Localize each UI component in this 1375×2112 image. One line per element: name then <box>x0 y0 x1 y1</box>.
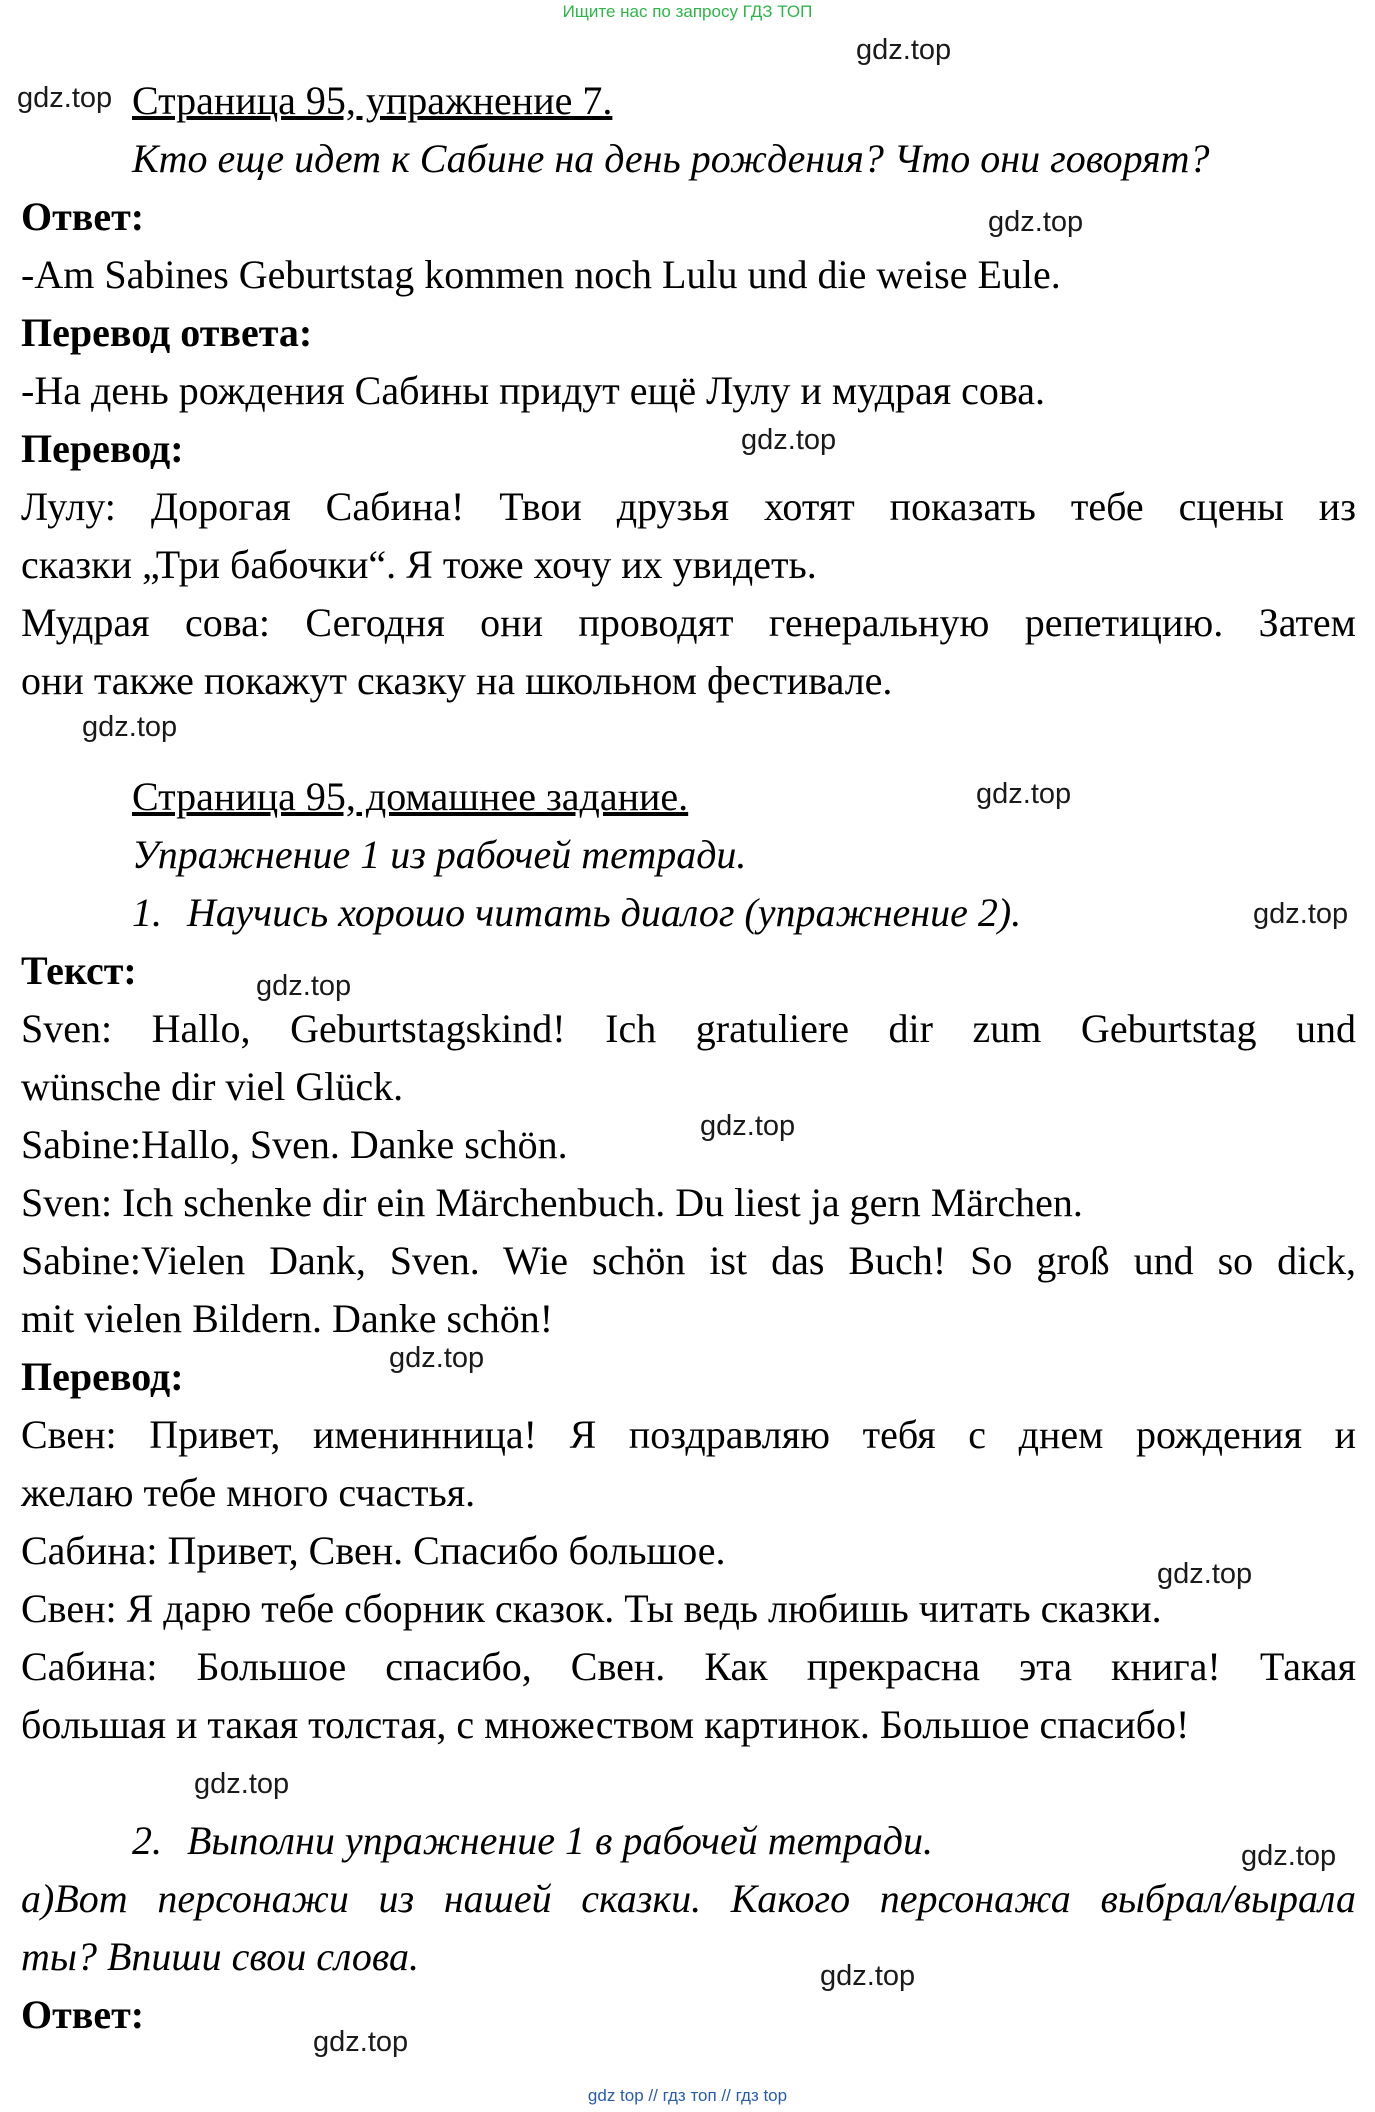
watermark: gdz.top <box>1157 1558 1253 1590</box>
task2-number: 2. <box>132 1818 162 1863</box>
section2-translation-line: Сабина: Большое спасибо, Свен. Как прекрасна эта книга! Такая <box>21 1644 1356 1689</box>
section2-text-line: Sven: Ich schenke dir ein Märchenbuch. Du liest ja gern Märchen. <box>21 1180 1083 1225</box>
watermark: gdz.top <box>82 711 178 743</box>
section2-text-line: Sabine:Hallo, Sven. Danke schön. <box>21 1122 568 1167</box>
bottom-banner[interactable]: gdz top // гдз топ // гдз top <box>587 2086 788 2105</box>
section2-translation-label: Перевод: <box>21 1354 184 1399</box>
section1-answer-translation-label: Перевод ответа: <box>21 310 313 355</box>
watermark: gdz.top <box>313 2026 409 2058</box>
section2-text-line: mit vielen Bildern. Danke schön! <box>21 1296 554 1341</box>
watermark: gdz.top <box>1241 1840 1337 1872</box>
section2-translation-line: Свен: Я дарю тебе сборник сказок. Ты ведь любишь читать сказки. <box>21 1586 1162 1631</box>
section2-translation-line: большая и такая толстая, с множеством картинок. Большое спасибо! <box>21 1702 1190 1747</box>
section1-answer-translation: -На день рождения Сабины придут ещё Лулу и мудрая сова. <box>21 368 1046 413</box>
task2-text: Выполни упражнение 1 в рабочей тетради. <box>187 1818 933 1863</box>
watermark: gdz.top <box>820 1960 916 1992</box>
section2-translation-line: желаю тебе много счастья. <box>21 1470 476 1515</box>
section1-translation-label: Перевод: <box>21 426 184 471</box>
section1-translation-line: Лулу: Дорогая Сабина! Твои друзья хотят показать тебе сцены из <box>21 484 1356 529</box>
section2-task2 <box>132 1812 1375 1870</box>
section1-heading: Страница 95, упражнение 7. <box>132 78 613 123</box>
section1-answer-label: Ответ: <box>21 194 145 239</box>
section2-translation-line: Сабина: Привет, Свен. Спасибо большое. <box>21 1528 726 1573</box>
section2-task1 <box>132 884 1375 942</box>
watermark: gdz.top <box>389 1342 485 1374</box>
section1-translation-line: они также покажут сказку на школьном фестивале. <box>21 658 893 703</box>
section2-translation-line: Свен: Привет, именинница! Я поздравляю тебя с днем рождения и <box>21 1412 1356 1457</box>
watermark: gdz.top <box>17 82 113 114</box>
section2-heading: Страница 95, домашнее задание. <box>132 774 689 819</box>
section1-answer: -Am Sabines Geburtstag kommen noch Lulu und die weise Eule. <box>21 252 1061 297</box>
task1-text: Научись хорошо читать диалог (упражнение 2). <box>187 890 1022 935</box>
watermark: gdz.top <box>741 424 837 456</box>
section2-task2a-line: а)Вот персонажи из нашей сказки. Какого персонажа выбрал/вырала <box>21 1876 1356 1921</box>
section2-text-line: Sven: Hallo, Geburtstagskind! Ich gratuliere dir zum Geburtstag und <box>21 1006 1356 1051</box>
watermark: gdz.top <box>856 34 952 66</box>
section2-text-label: Текст: <box>21 948 137 993</box>
watermark: gdz.top <box>1253 898 1349 930</box>
section1-translation-line: Мудрая сова: Сегодня они проводят генеральную репетицию. Затем <box>21 600 1356 645</box>
section2-text-line: Sabine:Vielen Dank, Sven. Wie schön ist das Buch! So groß und so dick, <box>21 1238 1356 1283</box>
watermark: gdz.top <box>700 1110 796 1142</box>
watermark: gdz.top <box>988 206 1084 238</box>
section2-answer-label: Ответ: <box>21 1992 145 2037</box>
section1-question: Кто еще идет к Сабине на день рождения? Что они говорят? <box>132 136 1210 181</box>
watermark: gdz.top <box>976 778 1072 810</box>
section1-translation-line: сказки „Три бабочки“. Я тоже хочу их увидеть. <box>21 542 817 587</box>
task1-number: 1. <box>132 890 162 935</box>
section2-task2a-line: ты? Впиши свои слова. <box>21 1934 419 1979</box>
section2-subheading: Упражнение 1 из рабочей тетради. <box>132 832 747 877</box>
top-banner[interactable]: Ищите нас по запросу ГДЗ ТОП <box>562 2 813 21</box>
watermark: gdz.top <box>194 1768 290 1800</box>
watermark: gdz.top <box>256 970 352 1002</box>
section2-text-line: wünsche dir viel Glück. <box>21 1064 404 1109</box>
